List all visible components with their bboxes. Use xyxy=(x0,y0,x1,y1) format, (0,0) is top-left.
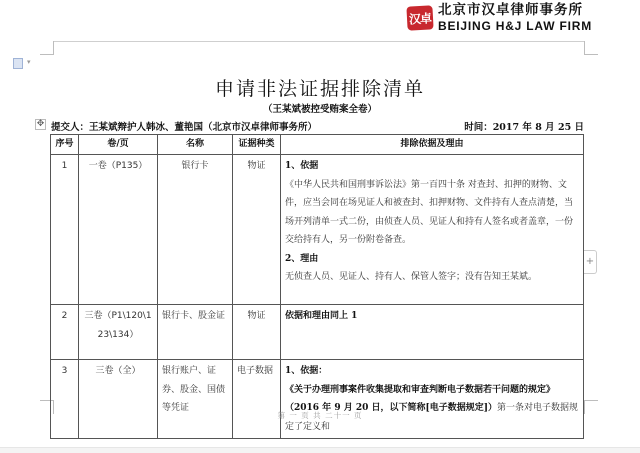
cell-basis xyxy=(281,305,584,360)
document-title: 申请非法证据排除清单 xyxy=(214,78,425,100)
cell-volume: 三卷（P1\120\123\134） xyxy=(79,305,158,360)
reason-text: 无侦查人员、见证人、持有人、保管人签字；没有告知王某斌。 xyxy=(285,272,538,282)
cell-basis xyxy=(281,155,584,305)
margin-corner-mark xyxy=(40,41,54,55)
law-firm-logo xyxy=(407,4,592,32)
cell-name: 银行卡、股金证 xyxy=(158,305,233,360)
document-subtitle: （王某斌被控受贿案全卷） xyxy=(262,104,377,115)
reason-heading: 2、理由 xyxy=(285,253,319,264)
logo-english-name: BEIJING H&J LAW FIRM xyxy=(438,18,593,33)
header-type: 证据种类 xyxy=(233,135,281,155)
basis-heading: 1、依据： xyxy=(285,366,328,376)
table-move-handle-icon[interactable]: ✥ xyxy=(36,119,45,129)
page-top-rule xyxy=(54,41,584,42)
cell-name: 银行卡 xyxy=(158,155,233,305)
cell-no: 3 xyxy=(51,360,79,439)
cell-type: 物证 xyxy=(233,155,281,305)
cell-volume: 一卷（P135） xyxy=(79,155,158,305)
margin-corner-mark xyxy=(584,41,598,55)
submitter-line: 提交人：王某斌辩护人韩冰、董艳国（北京市汉卓律师事务所） xyxy=(51,122,318,133)
basis-text-block xyxy=(285,381,579,437)
header-volume: 卷/页 xyxy=(79,135,158,155)
cell-basis xyxy=(281,360,584,439)
table-header-row xyxy=(51,135,584,155)
logo-seal-icon: 汉卓 xyxy=(406,5,433,30)
cell-no: 1 xyxy=(51,155,79,305)
page-gap-bar xyxy=(0,448,640,453)
page-number-footer: 第 一 页 共 二十一 页 xyxy=(277,411,363,420)
paste-options-icon[interactable] xyxy=(13,58,23,69)
cell-name: 银行账户、证券、股金、国债等凭证 xyxy=(158,360,233,439)
basis-text: 《中华人民共和国刑事诉讼法》第一百四十条 对查封、扣押的财物、文件，应当会同在场见证人和被查封、扣押财物、文件持有人查点清楚，当场开列清单一式二份，由侦查人员、见证人和持有人签名或者盖章，一份交给持有人，另一份附卷备查。 xyxy=(285,179,574,245)
basis-bold-text: 《关于办理刑事案件收集提取和审查判断电子数据若干问题的规定》（2016 年 9 月 20 日，以下简称[电子数据规定]） xyxy=(285,384,556,413)
logo-chinese-name: 北京市汉卓律师事务所 xyxy=(438,2,583,18)
basis-heading: 依据和理由同上 1 xyxy=(285,311,358,321)
cell-type: 电子数据 xyxy=(233,360,281,439)
table-row xyxy=(51,155,584,305)
header-basis: 排除依据及理由 xyxy=(281,135,584,155)
evidence-exclusion-table xyxy=(50,134,584,439)
cell-volume: 三卷（全） xyxy=(79,360,158,439)
table-row xyxy=(51,305,584,360)
header-no: 序号 xyxy=(51,135,79,155)
table-row xyxy=(51,360,584,439)
cell-type: 物证 xyxy=(233,305,281,360)
basis-text: 第一条对电子数据规定了定义和 xyxy=(285,403,579,432)
cell-no: 2 xyxy=(51,305,79,360)
logo-text xyxy=(438,4,592,32)
basis-heading: 1、依据 xyxy=(285,161,319,171)
chevron-down-icon[interactable]: ▾ xyxy=(27,58,31,66)
submission-date: 时间：2017 年 8 月 25 日 xyxy=(464,122,584,133)
add-column-button[interactable]: + xyxy=(584,250,597,274)
header-name: 名称 xyxy=(158,135,233,155)
